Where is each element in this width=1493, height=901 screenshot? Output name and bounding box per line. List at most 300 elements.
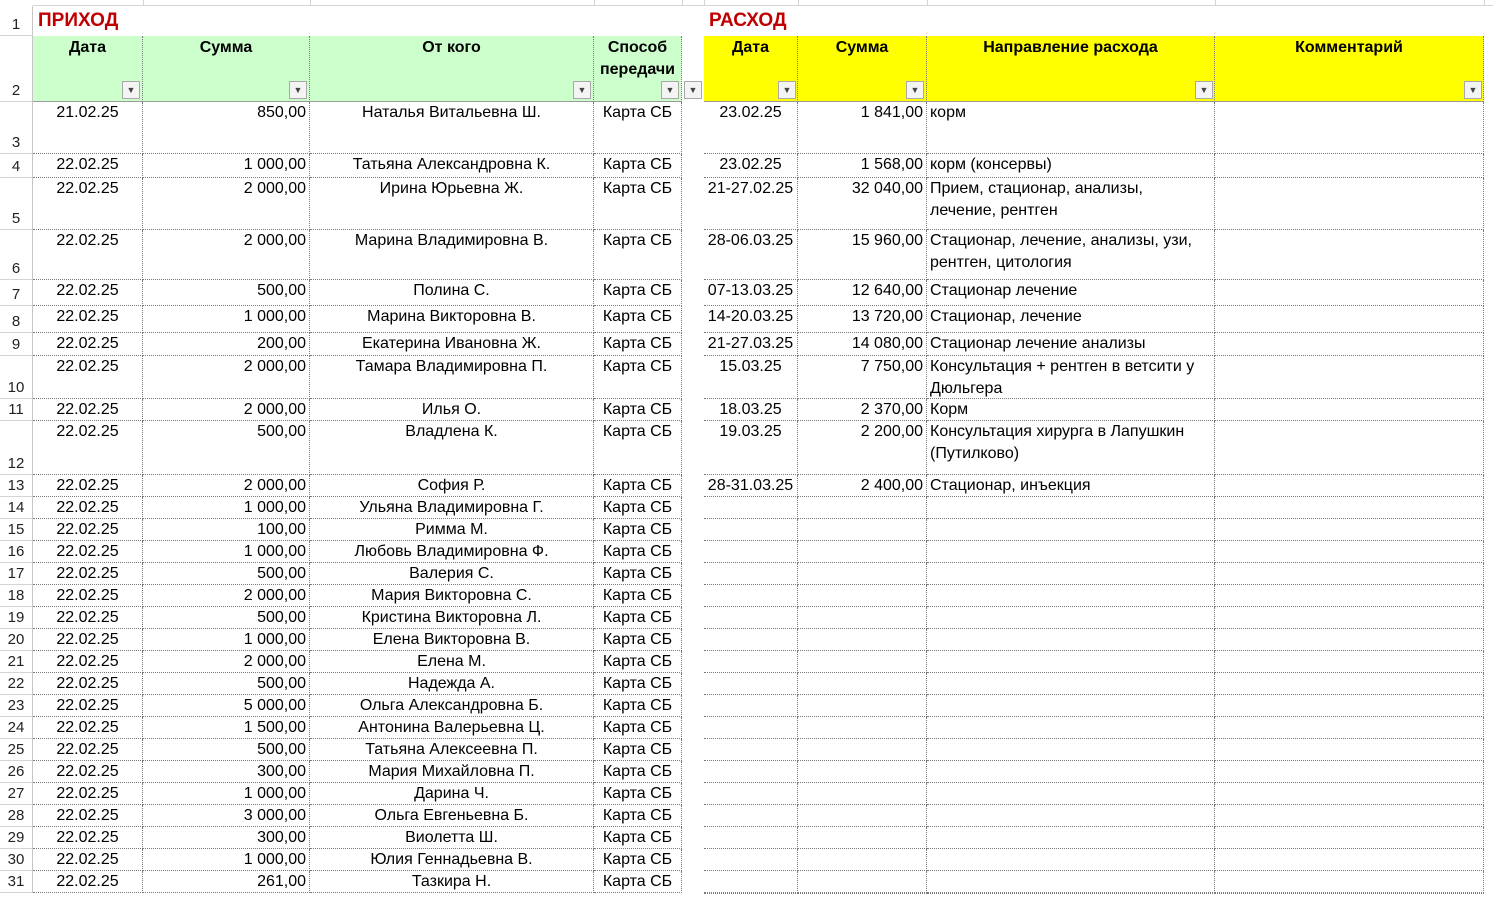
expense-amount-cell[interactable]: 12 640,00 — [798, 280, 927, 306]
income-amount-cell[interactable]: 1 500,00 — [143, 717, 310, 739]
income-method-cell[interactable]: Карта СБ — [594, 717, 682, 739]
expense-amount-cell[interactable]: 2 400,00 — [798, 475, 927, 497]
column-separator — [927, 0, 928, 5]
income-method-cell[interactable]: Карта СБ — [594, 651, 682, 673]
empty-cell[interactable] — [798, 761, 927, 783]
expense-purpose-cell[interactable]: Стационар, инъекция — [927, 475, 1215, 497]
expense-date-cell[interactable]: 15.03.25 — [704, 356, 798, 399]
row-header[interactable]: 22 — [0, 673, 33, 695]
empty-cell[interactable] — [927, 805, 1215, 827]
income-method-cell[interactable]: Карта СБ — [594, 673, 682, 695]
income-date-cell[interactable]: 22.02.25 — [33, 585, 143, 607]
row-header[interactable]: 10 — [0, 356, 33, 399]
chevron-down-icon: ▼ — [665, 85, 675, 95]
empty-cell[interactable] — [704, 871, 798, 893]
income-method-cell[interactable]: Карта СБ — [594, 421, 682, 475]
income-amount-cell[interactable]: 2 000,00 — [143, 356, 310, 399]
expense-header-0[interactable]: Дата — [704, 36, 798, 102]
column-separator — [682, 0, 683, 5]
empty-cell[interactable] — [1215, 673, 1484, 695]
income-from-cell[interactable]: Ульяна Владимировна Г. — [310, 497, 594, 519]
row-header[interactable]: 4 — [0, 154, 33, 178]
filter-dropdown-button[interactable] — [573, 81, 591, 99]
expense-comment-cell[interactable] — [1215, 280, 1484, 306]
expense-date-cell[interactable]: 28-31.03.25 — [704, 475, 798, 497]
empty-cell[interactable] — [927, 585, 1215, 607]
expense-amount-cell[interactable]: 32 040,00 — [798, 178, 927, 230]
income-method-cell[interactable]: Карта СБ — [594, 827, 682, 849]
empty-cell[interactable] — [1215, 805, 1484, 827]
income-amount-cell[interactable]: 500,00 — [143, 673, 310, 695]
income-header-1[interactable]: Сумма — [143, 36, 310, 102]
expense-header-3[interactable]: Комментарий — [1215, 36, 1484, 102]
empty-cell[interactable] — [704, 651, 798, 673]
income-date-cell[interactable]: 22.02.25 — [33, 497, 143, 519]
empty-cell[interactable] — [927, 827, 1215, 849]
expense-purpose-cell[interactable]: Стационар лечение — [927, 280, 1215, 306]
income-amount-cell[interactable]: 100,00 — [143, 519, 310, 541]
filter-dropdown-button[interactable] — [289, 81, 307, 99]
empty-cell[interactable] — [798, 717, 927, 739]
income-from-cell[interactable]: Кристина Викторовна Л. — [310, 607, 594, 629]
income-date-cell[interactable]: 22.02.25 — [33, 280, 143, 306]
income-amount-cell[interactable]: 1 000,00 — [143, 629, 310, 651]
expense-purpose-cell[interactable]: Стационар, лечение, анализы, узи, рентген, цитология — [927, 230, 1215, 280]
income-method-cell[interactable]: Карта СБ — [594, 541, 682, 563]
row-header[interactable]: 28 — [0, 805, 33, 827]
income-method-cell[interactable]: Карта СБ — [594, 585, 682, 607]
empty-cell[interactable] — [927, 541, 1215, 563]
row-header[interactable]: 9 — [0, 333, 33, 356]
empty-cell[interactable] — [927, 893, 1215, 894]
income-amount-cell[interactable]: 300,00 — [143, 761, 310, 783]
expense-comment-cell[interactable] — [1215, 475, 1484, 497]
income-amount-cell[interactable]: 1 000,00 — [143, 541, 310, 563]
empty-cell[interactable] — [704, 805, 798, 827]
row-header[interactable]: 14 — [0, 497, 33, 519]
income-title[interactable]: ПРИХОД — [38, 10, 119, 31]
income-method-cell[interactable]: Карта СБ — [594, 280, 682, 306]
empty-cell[interactable] — [1215, 783, 1484, 805]
empty-cell[interactable] — [927, 739, 1215, 761]
row-header[interactable]: 20 — [0, 629, 33, 651]
income-method-cell[interactable]: Карта СБ — [594, 102, 682, 154]
chevron-down-icon: ▼ — [1468, 85, 1478, 95]
income-amount-cell[interactable]: 1 000,00 — [143, 154, 310, 178]
income-date-cell[interactable]: 22.02.25 — [33, 154, 143, 178]
income-amount-cell[interactable]: 3 000,00 — [143, 805, 310, 827]
empty-cell[interactable] — [704, 783, 798, 805]
empty-cell[interactable] — [1215, 563, 1484, 585]
income-amount-cell[interactable]: 1 000,00 — [143, 497, 310, 519]
empty-cell[interactable] — [1215, 893, 1484, 894]
empty-cell[interactable] — [927, 563, 1215, 585]
expense-comment-cell[interactable] — [1215, 230, 1484, 280]
income-method-cell[interactable]: Карта СБ — [594, 497, 682, 519]
income-date-cell[interactable]: 22.02.25 — [33, 695, 143, 717]
empty-cell[interactable] — [704, 585, 798, 607]
income-date-cell[interactable]: 22.02.25 — [33, 827, 143, 849]
empty-cell[interactable] — [1215, 695, 1484, 717]
empty-cell[interactable] — [927, 607, 1215, 629]
empty-cell[interactable] — [798, 871, 927, 893]
filter-dropdown-button[interactable] — [906, 81, 924, 99]
row-header[interactable]: 5 — [0, 178, 33, 230]
row-header[interactable]: 7 — [0, 280, 33, 306]
income-amount-cell[interactable]: 5 000,00 — [143, 695, 310, 717]
income-amount-cell[interactable]: 500,00 — [143, 563, 310, 585]
income-date-cell[interactable]: 22.02.25 — [33, 783, 143, 805]
empty-cell[interactable] — [798, 849, 927, 871]
income-from-cell[interactable]: Татьяна Алексеевна П. — [310, 739, 594, 761]
income-date-cell[interactable]: 22.02.25 — [33, 306, 143, 333]
empty-cell[interactable] — [1215, 761, 1484, 783]
empty-cell[interactable] — [1215, 629, 1484, 651]
income-amount-cell[interactable]: 500,00 — [143, 739, 310, 761]
empty-cell[interactable] — [927, 849, 1215, 871]
row-header[interactable]: 31 — [0, 871, 33, 893]
income-header-2[interactable]: От кого — [310, 36, 594, 102]
income-from-cell[interactable]: Надежда А. — [310, 673, 594, 695]
income-method-cell[interactable]: Карта СБ — [594, 230, 682, 280]
expense-amount-cell[interactable]: 15 960,00 — [798, 230, 927, 280]
expense-purpose-cell[interactable]: Консультация хирурга в Лапушкин (Путилково) — [927, 421, 1215, 475]
expense-header-2[interactable]: Направление расхода — [927, 36, 1215, 102]
column-separator — [310, 0, 311, 5]
income-from-cell[interactable]: Римма М. — [310, 519, 594, 541]
empty-cell[interactable] — [1215, 717, 1484, 739]
income-method-cell[interactable]: Карта СБ — [594, 356, 682, 399]
income-date-cell[interactable]: 22.02.25 — [33, 717, 143, 739]
empty-cell[interactable] — [1215, 519, 1484, 541]
row-header[interactable]: 11 — [0, 399, 33, 421]
empty-cell[interactable] — [1215, 497, 1484, 519]
income-amount-cell[interactable]: 1 000,00 — [143, 306, 310, 333]
filter-dropdown-button[interactable] — [661, 81, 679, 99]
income-method-cell[interactable]: Карта СБ — [594, 519, 682, 541]
expense-date-cell[interactable]: 07-13.03.25 — [704, 280, 798, 306]
empty-cell[interactable] — [1215, 651, 1484, 673]
expense-title[interactable]: РАСХОД — [709, 10, 787, 31]
empty-cell[interactable] — [798, 893, 927, 894]
income-from-cell[interactable]: Илья О. — [310, 399, 594, 421]
row-header[interactable]: 23 — [0, 695, 33, 717]
empty-cell[interactable] — [1215, 541, 1484, 563]
row-header[interactable]: 8 — [0, 306, 33, 333]
expense-comment-cell[interactable] — [1215, 421, 1484, 475]
income-header-3[interactable]: Способ передачи — [594, 36, 682, 102]
income-date-cell[interactable]: 22.02.25 — [33, 607, 143, 629]
expense-comment-cell[interactable] — [1215, 154, 1484, 178]
income-date-cell[interactable]: 21.02.25 — [33, 102, 143, 154]
empty-cell[interactable] — [798, 695, 927, 717]
income-amount-cell[interactable]: 500,00 — [143, 421, 310, 475]
income-date-cell[interactable]: 22.02.25 — [33, 629, 143, 651]
income-date-cell[interactable]: 22.02.25 — [33, 333, 143, 356]
income-date-cell[interactable]: 22.02.25 — [33, 651, 143, 673]
row-header[interactable]: 25 — [0, 739, 33, 761]
empty-cell[interactable] — [927, 497, 1215, 519]
expense-purpose-cell[interactable]: Прием, стационар, анализы, лечение, рентген — [927, 178, 1215, 230]
empty-cell[interactable] — [798, 651, 927, 673]
income-date-cell[interactable]: 22.02.25 — [33, 421, 143, 475]
expense-comment-cell[interactable] — [1215, 306, 1484, 333]
income-date-cell[interactable]: 22.02.25 — [33, 519, 143, 541]
empty-cell[interactable] — [704, 563, 798, 585]
empty-cell[interactable] — [704, 695, 798, 717]
column-separator — [798, 0, 799, 5]
chevron-down-icon: ▼ — [688, 85, 698, 95]
income-date-cell[interactable]: 22.02.25 — [33, 399, 143, 421]
column-separator — [1215, 0, 1216, 5]
row-header[interactable]: 29 — [0, 827, 33, 849]
empty-cell[interactable] — [927, 761, 1215, 783]
income-from-cell[interactable]: Наталья Витальевна Ш. — [310, 102, 594, 154]
income-method-cell[interactable]: Карта СБ — [594, 333, 682, 356]
income-method-cell[interactable]: Карта СБ — [594, 607, 682, 629]
filter-dropdown-button[interactable] — [778, 81, 796, 99]
income-from-cell[interactable]: София Р. — [310, 475, 594, 497]
empty-cell[interactable] — [1215, 827, 1484, 849]
income-from-cell[interactable]: Валерия С. — [310, 563, 594, 585]
expense-date-cell[interactable]: 18.03.25 — [704, 399, 798, 421]
income-from-cell[interactable]: Марина Владимировна В. — [310, 230, 594, 280]
income-date-cell[interactable]: 22.02.25 — [33, 739, 143, 761]
expense-date-cell[interactable]: 21-27.02.25 — [704, 178, 798, 230]
income-from-cell[interactable]: Ольга Александровна Б. — [310, 695, 594, 717]
income-from-cell[interactable]: Елена Викторовна В. — [310, 629, 594, 651]
expense-date-cell[interactable]: 23.02.25 — [704, 102, 798, 154]
filter-dropdown-button[interactable] — [1195, 81, 1213, 99]
income-method-cell[interactable]: Карта СБ — [594, 761, 682, 783]
row-header[interactable]: 1 — [0, 6, 33, 36]
expense-purpose-cell[interactable]: корм (консервы) — [927, 154, 1215, 178]
income-date-cell[interactable]: 22.02.25 — [33, 178, 143, 230]
income-method-cell[interactable]: Карта СБ — [594, 306, 682, 333]
income-from-cell[interactable]: Ольга Евгеньевна Б. — [310, 805, 594, 827]
expense-amount-cell[interactable]: 1 841,00 — [798, 102, 927, 154]
expense-date-cell[interactable]: 23.02.25 — [704, 154, 798, 178]
income-from-cell[interactable]: Екатерина Ивановна Ж. — [310, 333, 594, 356]
expense-purpose-cell[interactable]: корм — [927, 102, 1215, 154]
income-method-cell[interactable]: Карта СБ — [594, 629, 682, 651]
empty-cell[interactable] — [927, 519, 1215, 541]
income-method-cell[interactable]: Карта СБ — [594, 475, 682, 497]
income-from-cell[interactable]: Татьяна Александровна К. — [310, 154, 594, 178]
chevron-down-icon: ▼ — [577, 85, 587, 95]
income-amount-cell[interactable]: 2 000,00 — [143, 651, 310, 673]
income-header-0[interactable]: Дата — [33, 36, 143, 102]
income-date-cell[interactable]: 22.02.25 — [33, 849, 143, 871]
row-header[interactable]: 26 — [0, 761, 33, 783]
row-header[interactable]: 2 — [0, 36, 33, 102]
income-amount-cell[interactable]: 2 000,00 — [143, 230, 310, 280]
empty-cell[interactable] — [798, 585, 927, 607]
column-separator — [1484, 0, 1485, 5]
row-header[interactable]: 30 — [0, 849, 33, 871]
expense-purpose-cell[interactable]: Стационар лечение анализы — [927, 333, 1215, 356]
empty-cell[interactable] — [1215, 607, 1484, 629]
empty-cell[interactable] — [798, 563, 927, 585]
expense-amount-cell[interactable]: 14 080,00 — [798, 333, 927, 356]
income-from-cell[interactable]: Любовь Владимировна Ф. — [310, 541, 594, 563]
income-date-cell[interactable]: 22.02.25 — [33, 871, 143, 893]
empty-cell[interactable] — [704, 717, 798, 739]
row-header[interactable]: 6 — [0, 230, 33, 280]
expense-amount-cell[interactable]: 1 568,00 — [798, 154, 927, 178]
empty-cell[interactable] — [798, 497, 927, 519]
empty-cell[interactable] — [1215, 585, 1484, 607]
income-amount-cell[interactable]: 300,00 — [143, 827, 310, 849]
empty-cell[interactable] — [704, 893, 798, 894]
empty-cell[interactable] — [704, 849, 798, 871]
income-amount-cell[interactable]: 200,00 — [143, 333, 310, 356]
empty-cell[interactable] — [704, 673, 798, 695]
row-header[interactable]: 15 — [0, 519, 33, 541]
empty-cell[interactable] — [927, 717, 1215, 739]
income-date-cell[interactable]: 22.02.25 — [33, 541, 143, 563]
expense-header-1[interactable]: Сумма — [798, 36, 927, 102]
income-method-cell[interactable]: Карта СБ — [594, 805, 682, 827]
filter-dropdown-button[interactable] — [1464, 81, 1482, 99]
expense-comment-cell[interactable] — [1215, 399, 1484, 421]
row-header[interactable]: 13 — [0, 475, 33, 497]
income-method-cell[interactable]: Карта СБ — [594, 178, 682, 230]
income-method-cell[interactable]: Карта СБ — [594, 739, 682, 761]
income-from-cell[interactable]: Марина Викторовна В. — [310, 306, 594, 333]
row-header[interactable]: 27 — [0, 783, 33, 805]
empty-cell[interactable] — [704, 761, 798, 783]
income-from-cell[interactable]: Мария Михайловна П. — [310, 761, 594, 783]
empty-cell[interactable] — [927, 871, 1215, 893]
column-separator — [143, 0, 144, 5]
income-amount-cell[interactable]: 261,00 — [143, 871, 310, 893]
income-amount-cell[interactable]: 2 000,00 — [143, 475, 310, 497]
chevron-down-icon: ▼ — [126, 85, 136, 95]
row-header[interactable]: 3 — [0, 102, 33, 154]
expense-date-cell[interactable]: 28-06.03.25 — [704, 230, 798, 280]
empty-cell[interactable] — [927, 783, 1215, 805]
income-from-cell[interactable]: Елена М. — [310, 651, 594, 673]
empty-cell[interactable] — [798, 607, 927, 629]
income-method-cell[interactable]: Карта СБ — [594, 154, 682, 178]
income-amount-cell[interactable]: 500,00 — [143, 607, 310, 629]
expense-comment-cell[interactable] — [1215, 178, 1484, 230]
empty-cell[interactable] — [798, 519, 927, 541]
income-from-cell[interactable]: Антонина Валерьевна Ц. — [310, 717, 594, 739]
empty-cell[interactable] — [927, 629, 1215, 651]
income-date-cell[interactable]: 22.02.25 — [33, 563, 143, 585]
expense-date-cell[interactable]: 21-27.03.25 — [704, 333, 798, 356]
empty-cell[interactable] — [798, 783, 927, 805]
empty-cell[interactable] — [798, 739, 927, 761]
income-amount-cell[interactable]: 850,00 — [143, 102, 310, 154]
empty-cell[interactable] — [927, 673, 1215, 695]
income-from-cell[interactable]: Полина С. — [310, 280, 594, 306]
income-from-cell[interactable]: Тазкира Н. — [310, 871, 594, 893]
income-date-cell[interactable]: 22.02.25 — [33, 805, 143, 827]
empty-cell[interactable] — [798, 827, 927, 849]
income-from-cell[interactable]: Мария Викторовна С. — [310, 585, 594, 607]
empty-cell[interactable] — [798, 805, 927, 827]
empty-cell[interactable] — [798, 541, 927, 563]
empty-cell[interactable] — [704, 827, 798, 849]
empty-cell[interactable] — [927, 695, 1215, 717]
income-amount-cell[interactable]: 1 000,00 — [143, 783, 310, 805]
income-date-cell[interactable]: 22.02.25 — [33, 475, 143, 497]
empty-cell[interactable] — [1215, 739, 1484, 761]
income-amount-cell[interactable]: 2 000,00 — [143, 585, 310, 607]
income-amount-cell[interactable]: 2 000,00 — [143, 178, 310, 230]
empty-cell[interactable] — [704, 607, 798, 629]
empty-cell[interactable] — [704, 739, 798, 761]
row-header[interactable]: 19 — [0, 607, 33, 629]
income-method-cell[interactable]: Карта СБ — [594, 563, 682, 585]
income-date-cell[interactable]: 22.02.25 — [33, 761, 143, 783]
income-method-cell[interactable]: Карта СБ — [594, 399, 682, 421]
income-method-cell[interactable]: Карта СБ — [594, 849, 682, 871]
filter-dropdown-button[interactable] — [122, 81, 140, 99]
expense-comment-cell[interactable] — [1215, 333, 1484, 356]
income-amount-cell[interactable]: 500,00 — [143, 280, 310, 306]
filter-dropdown-button[interactable] — [684, 81, 702, 99]
income-method-cell[interactable]: Карта СБ — [594, 871, 682, 893]
empty-cell[interactable] — [927, 651, 1215, 673]
expense-amount-cell[interactable]: 13 720,00 — [798, 306, 927, 333]
income-date-cell[interactable]: 22.02.25 — [33, 673, 143, 695]
expense-comment-cell[interactable] — [1215, 356, 1484, 399]
income-from-cell[interactable]: Ирина Юрьевна Ж. — [310, 178, 594, 230]
empty-cell[interactable] — [704, 541, 798, 563]
chevron-down-icon: ▼ — [293, 85, 303, 95]
income-date-cell[interactable]: 22.02.25 — [33, 356, 143, 399]
expense-amount-cell[interactable]: 2 370,00 — [798, 399, 927, 421]
row-header[interactable]: 16 — [0, 541, 33, 563]
row-header[interactable]: 18 — [0, 585, 33, 607]
row-header[interactable]: 24 — [0, 717, 33, 739]
income-amount-cell[interactable]: 2 000,00 — [143, 399, 310, 421]
expense-purpose-cell[interactable]: Корм — [927, 399, 1215, 421]
empty-cell[interactable] — [1215, 849, 1484, 871]
expense-purpose-cell[interactable]: Стационар, лечение — [927, 306, 1215, 333]
income-from-cell[interactable]: Виолетта Ш. — [310, 827, 594, 849]
expense-date-cell[interactable]: 19.03.25 — [704, 421, 798, 475]
expense-purpose-cell[interactable]: Консультация + рентген в ветсити у Дюльгера — [927, 356, 1215, 399]
income-from-cell[interactable]: Дарина Ч. — [310, 783, 594, 805]
row-header[interactable]: 21 — [0, 651, 33, 673]
income-from-cell[interactable]: Юлия Геннадьевна В. — [310, 849, 594, 871]
income-from-cell[interactable]: Тамара Владимировна П. — [310, 356, 594, 399]
empty-cell[interactable] — [1215, 871, 1484, 893]
chevron-down-icon: ▼ — [782, 85, 792, 95]
income-method-cell[interactable]: Карта СБ — [594, 783, 682, 805]
empty-cell[interactable] — [798, 673, 927, 695]
expense-comment-cell[interactable] — [1215, 102, 1484, 154]
row-header[interactable]: 17 — [0, 563, 33, 585]
income-date-cell[interactable]: 22.02.25 — [33, 230, 143, 280]
expense-date-cell[interactable]: 14-20.03.25 — [704, 306, 798, 333]
income-from-cell[interactable]: Владлена К. — [310, 421, 594, 475]
empty-cell[interactable] — [798, 629, 927, 651]
row-header[interactable]: 12 — [0, 421, 33, 475]
empty-cell[interactable] — [704, 519, 798, 541]
income-amount-cell[interactable]: 1 000,00 — [143, 849, 310, 871]
empty-cell[interactable] — [704, 629, 798, 651]
expense-amount-cell[interactable]: 7 750,00 — [798, 356, 927, 399]
expense-amount-cell[interactable]: 2 200,00 — [798, 421, 927, 475]
empty-cell[interactable] — [704, 497, 798, 519]
income-method-cell[interactable]: Карта СБ — [594, 695, 682, 717]
